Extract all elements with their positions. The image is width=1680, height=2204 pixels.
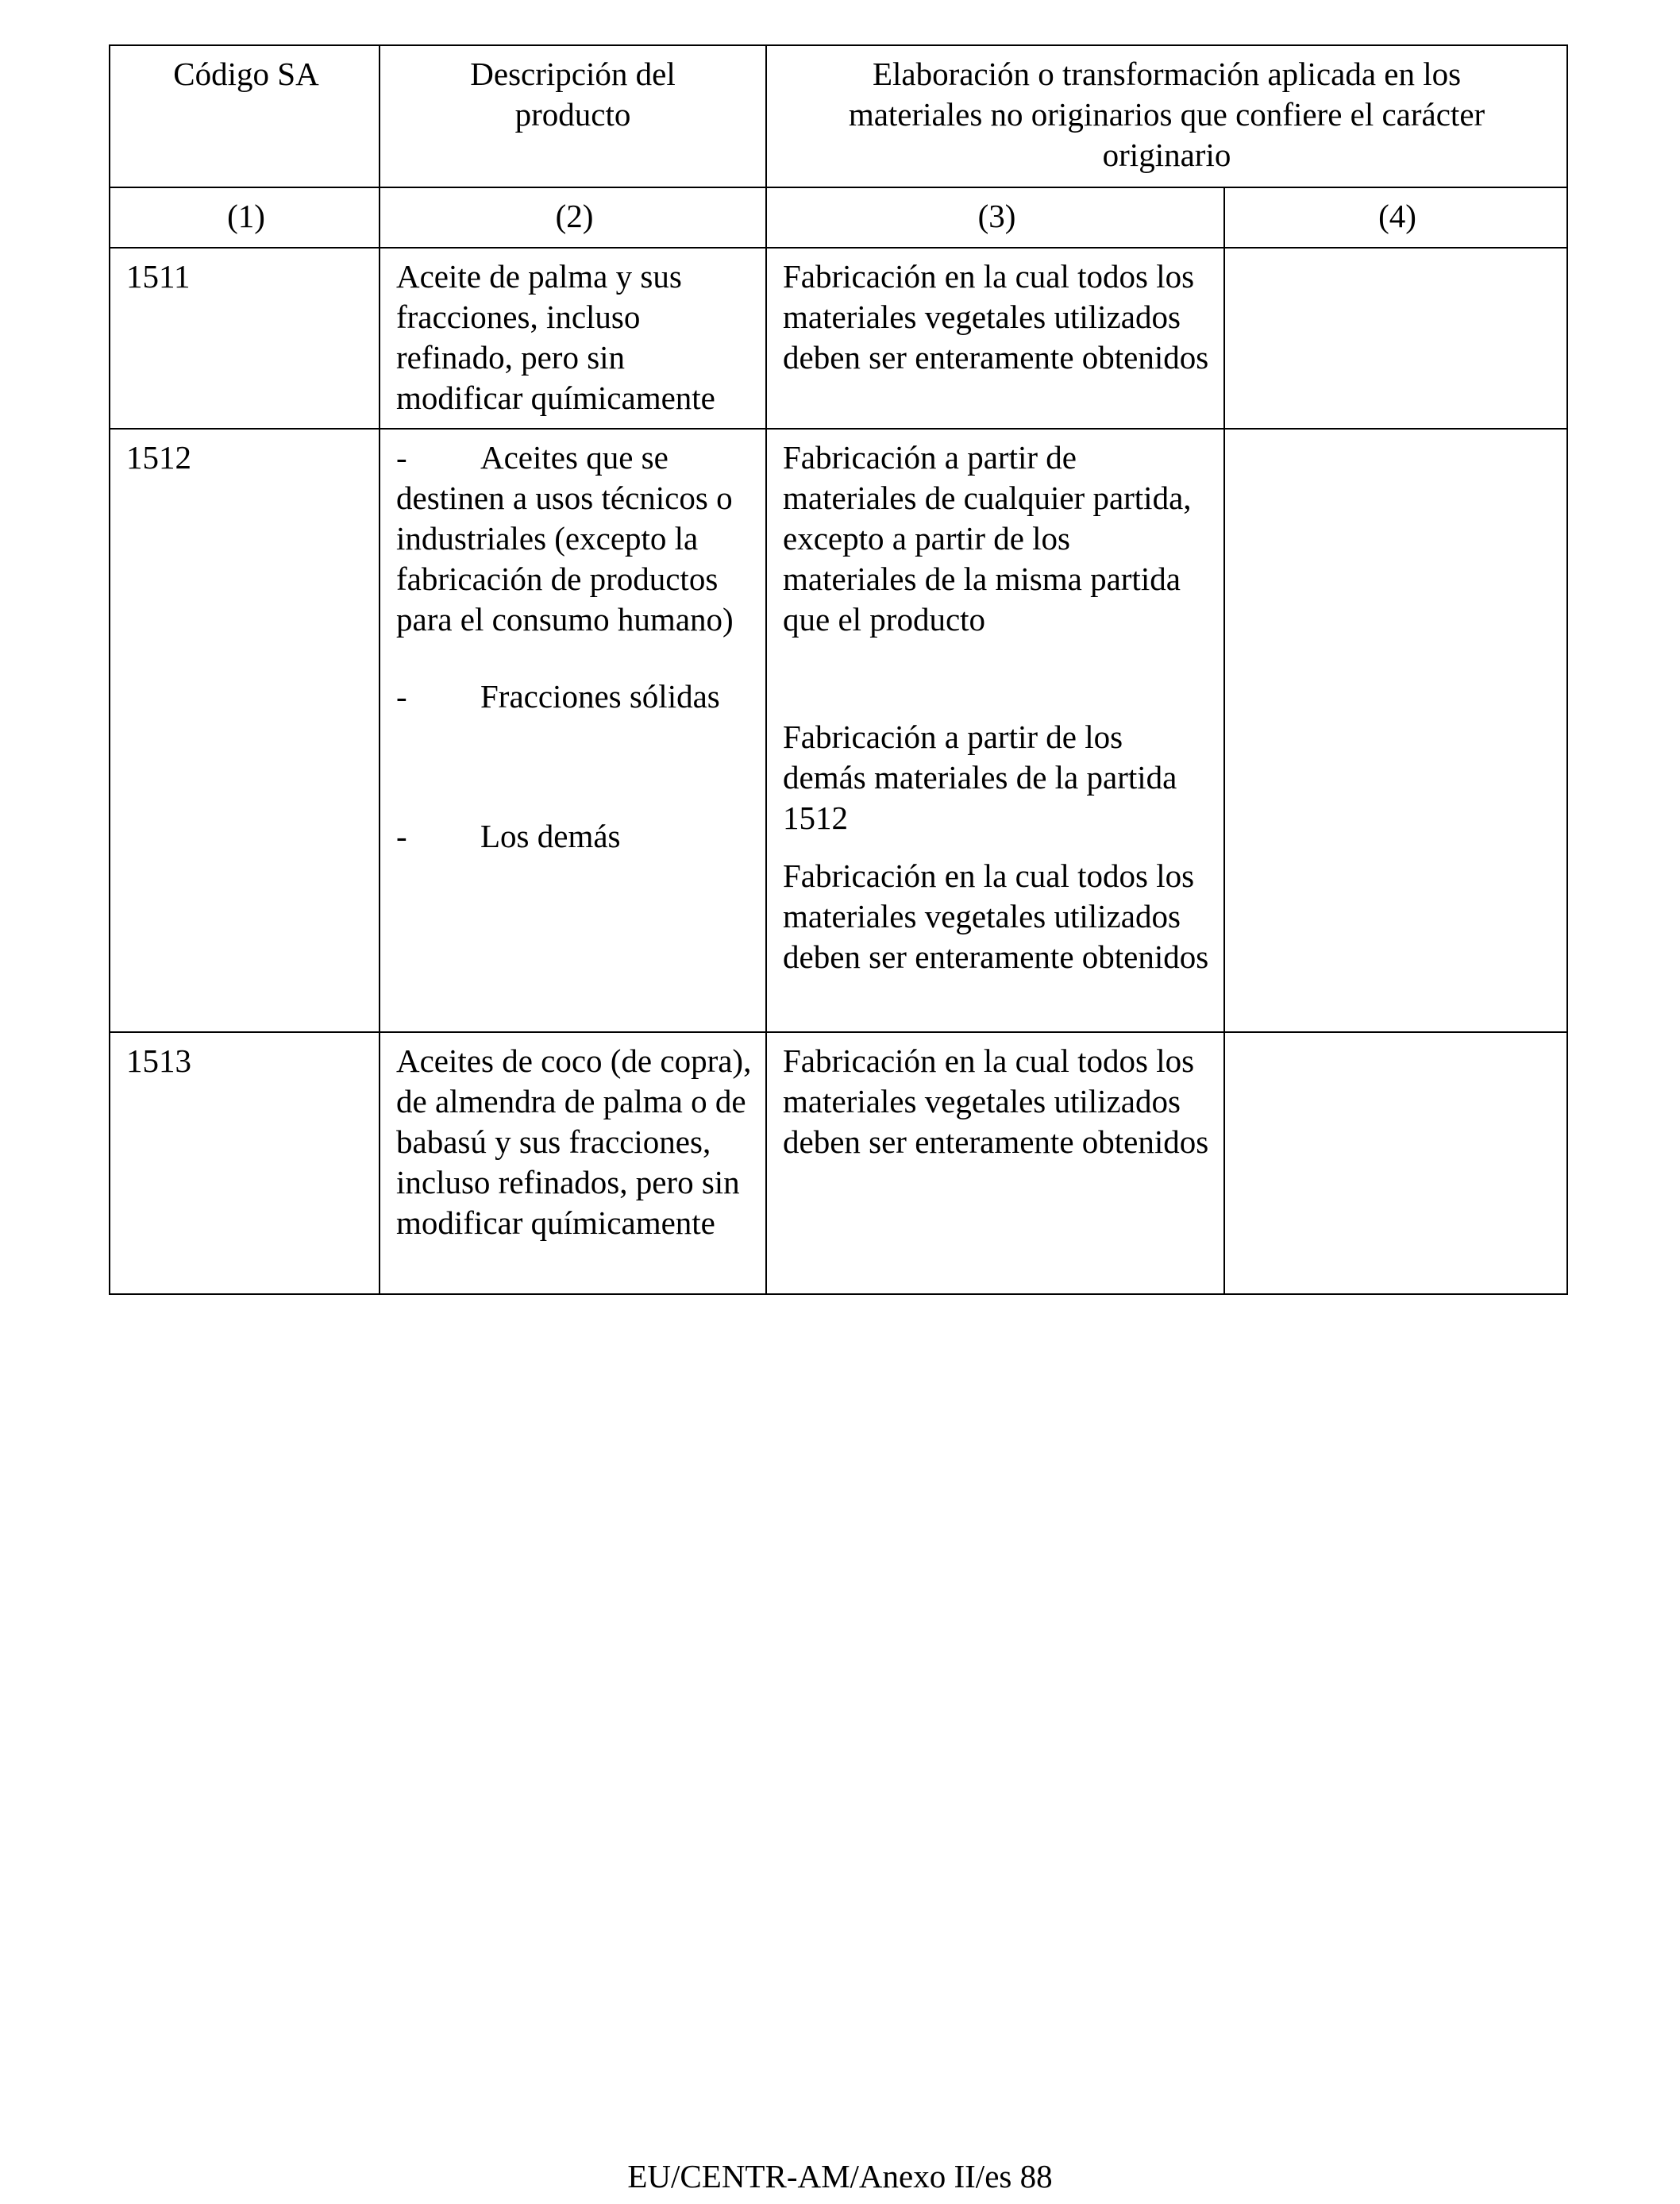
table-row: [110, 1032, 1567, 1294]
column-number-3: (3): [766, 187, 1224, 248]
processing-rule-cell: [766, 429, 1224, 1032]
table-row: [110, 248, 1567, 429]
header-product-description: Descripción del producto: [380, 45, 766, 187]
product-description-cell: Aceites de coco (de copra), de almendra de palma o de babasú y sus fracciones, incluso refinados, pero sin modificar químicamente: [380, 1032, 766, 1294]
column-4-cell: [1224, 1032, 1567, 1294]
column-number-2: (2): [380, 187, 766, 248]
table-row: [110, 429, 1567, 1032]
column-4-cell: [1224, 429, 1567, 1032]
item-rule: Fabricación en la cual todos los materiales vegetales utilizados deben ser enteramente obtenidos: [783, 857, 1209, 975]
product-description-cell: Aceite de palma y sus fracciones, incluso refinado, pero sin modificar químicamente: [380, 248, 766, 429]
dash-marker: -: [396, 678, 407, 715]
page-footer: EU/CENTR-AM/Anexo II/es 88: [627, 2158, 1053, 2194]
item-description: Fracciones sólidas: [480, 678, 720, 715]
hs-code-cell: 1511: [110, 248, 380, 429]
processing-rule-cell: Fabricación en la cual todos los materiales vegetales utilizados deben ser enteramente obtenidos: [766, 248, 1224, 429]
processing-rule-cell: Fabricación en la cual todos los materiales vegetales utilizados deben ser enteramente obtenidos: [766, 1032, 1224, 1294]
product-description-cell: [380, 429, 766, 1032]
dash-marker: -: [396, 439, 407, 476]
item-rule: Fabricación a partir de materiales de cualquier partida, excepto a partir de los materiales de la misma partida que el producto: [783, 439, 1192, 638]
dash-marker: -: [396, 818, 407, 854]
column-number-1: (1): [110, 187, 380, 248]
table-header-row: [110, 45, 1567, 187]
header-processing-rule: Elaboración o transformación aplicada en los materiales no originarios que confiere el carácter originario: [766, 45, 1567, 187]
item-description: Los demás: [480, 818, 621, 854]
hs-code-cell: 1513: [110, 1032, 380, 1294]
rules-of-origin-table: [109, 44, 1568, 1295]
list-item: [396, 437, 753, 640]
column-4-cell: [1224, 248, 1567, 429]
item-rule: Fabricación a partir de los demás materiales de la partida 1512: [783, 719, 1177, 836]
column-number-4: (4): [1224, 187, 1567, 248]
header-hs-code: Código SA: [110, 45, 380, 187]
list-item: [396, 676, 753, 717]
item-description: Aceites que se destinen a usos técnicos o industriales (excepto la fabricación de productos para el consumo humano): [396, 439, 734, 638]
list-item: [396, 816, 753, 857]
hs-code-cell: 1512: [110, 429, 380, 1032]
column-number-row: [110, 187, 1567, 248]
